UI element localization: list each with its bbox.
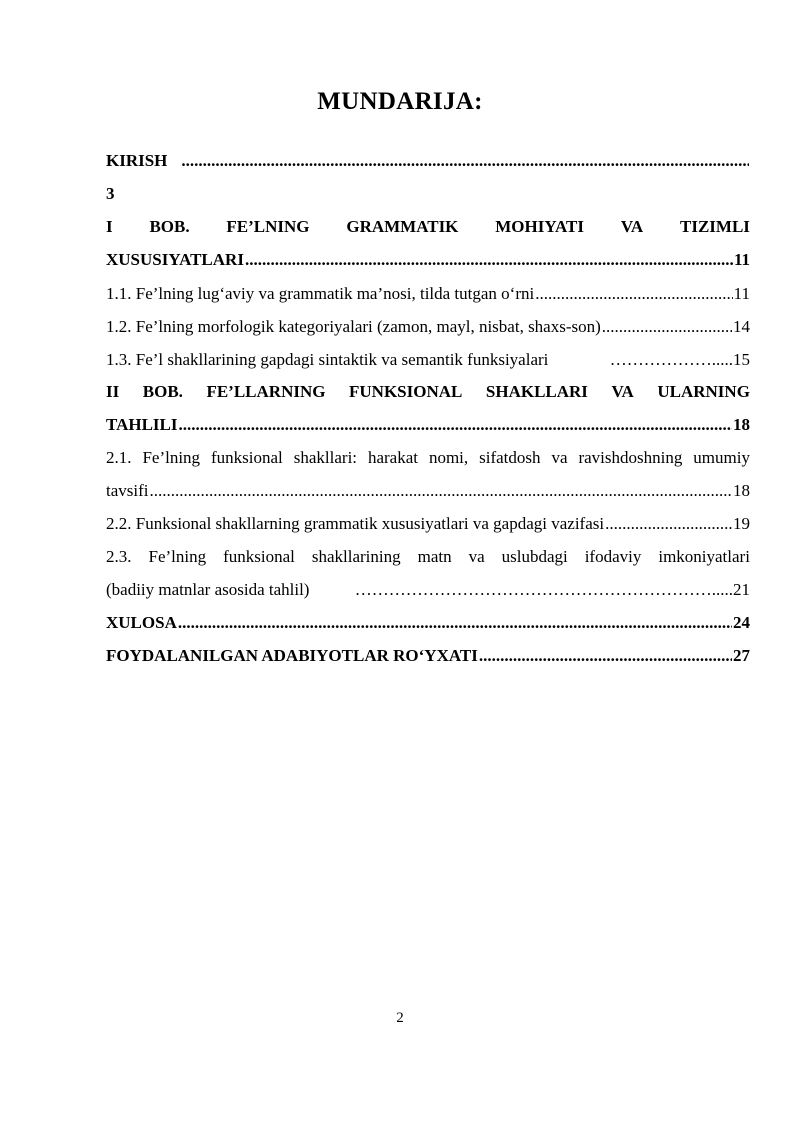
- toc-word: ravishdoshning: [578, 448, 683, 467]
- page-title: MUNDARIJA:: [317, 88, 483, 115]
- toc-word: BOB.: [142, 382, 183, 401]
- toc-entry-kirish[interactable]: [106, 148, 750, 174]
- toc-page-number: 11: [733, 250, 750, 269]
- toc-word: Fe’lning: [142, 448, 201, 467]
- toc-leader: [605, 511, 732, 537]
- toc-page-number: 18: [733, 481, 750, 500]
- toc-label: KIRISH: [106, 151, 168, 170]
- toc-word: MOHIYATI: [495, 217, 585, 236]
- toc-word: funksional: [223, 547, 295, 566]
- toc-word: FE’LNING: [226, 217, 310, 236]
- toc-label: FOYDALANILGAN ADABIYOTLAR RO‘YXATI: [106, 646, 478, 665]
- toc-word: imkoniyatlari: [658, 547, 750, 566]
- toc-entry-2-2[interactable]: [106, 511, 750, 537]
- toc-entry-bob1[interactable]: [106, 214, 750, 240]
- toc-entry-2-1-cont[interactable]: [106, 478, 750, 504]
- toc-entry-2-3-cont[interactable]: [106, 577, 750, 603]
- toc-word: sifatdosh: [479, 448, 541, 467]
- toc-word: FE’LLARNING: [206, 382, 326, 401]
- toc-word: FUNKSIONAL: [349, 382, 463, 401]
- toc-entry-kirish-page: [106, 181, 750, 207]
- toc-entry-xulosa[interactable]: [106, 610, 750, 636]
- toc-page-number: 19: [733, 514, 750, 533]
- toc-word: shakllarining: [311, 547, 401, 566]
- toc-label: XULOSA: [106, 613, 177, 632]
- toc-label: TAHLILI: [106, 415, 178, 434]
- toc-word: ULARNING: [657, 382, 750, 401]
- toc-entry-1-3[interactable]: [106, 347, 750, 373]
- toc-entry-bob1-cont[interactable]: [106, 247, 750, 273]
- toc-word: matn: [417, 547, 452, 566]
- toc-label: XUSUSIYATLARI: [106, 250, 244, 269]
- toc-word: uslubdagi: [501, 547, 568, 566]
- toc-label: tavsifi: [106, 481, 149, 500]
- toc-word: shakllari:: [293, 448, 358, 467]
- toc-page-number: 21: [733, 580, 750, 599]
- toc-entry-bob2-cont[interactable]: [106, 412, 750, 438]
- toc-entry-2-1[interactable]: [106, 445, 750, 471]
- toc-entry-1-1[interactable]: [106, 281, 750, 307]
- toc-label: 2.2. Funksional shakllarning grammatik xususiyatlari va gapdagi vazifasi: [106, 514, 605, 533]
- toc-entry-bob2[interactable]: [106, 379, 750, 405]
- toc-page-number: 14: [733, 317, 750, 336]
- toc-word: TIZIMLI: [680, 217, 750, 236]
- toc-word: ifodaviy: [584, 547, 642, 566]
- toc-page-number: 27: [733, 646, 750, 665]
- toc-word: Fe’lning: [148, 547, 207, 566]
- toc-leader: [479, 643, 732, 669]
- toc-entry-1-2[interactable]: [106, 314, 750, 340]
- toc-page-number: 15: [733, 350, 750, 369]
- toc-label: 1.3. Fe’l shakllarining gapdagi sintaktik va semantik funksiyalari: [106, 350, 549, 369]
- toc-leader: [178, 610, 732, 636]
- toc-word: VA: [620, 217, 644, 236]
- page-number: 2: [396, 1010, 404, 1026]
- toc-leader: ……………………………………………………….....: [354, 580, 733, 599]
- toc-leader: ……………….....: [609, 350, 733, 369]
- toc-leader: [150, 478, 733, 504]
- toc-label: (badiiy matnlar asosida tahlil): [106, 580, 310, 599]
- toc-word: va: [468, 547, 485, 566]
- toc-word: GRAMMATIK: [346, 217, 459, 236]
- toc-word: BOB.: [149, 217, 190, 236]
- toc-word: SHAKLLARI: [485, 382, 588, 401]
- toc-word: I: [106, 217, 113, 236]
- toc-leader: [535, 281, 732, 307]
- toc-leader: [245, 247, 733, 273]
- toc-leader: [181, 148, 749, 174]
- toc-page-number: 11: [733, 284, 750, 303]
- toc-word: nomi,: [428, 448, 469, 467]
- toc-entry-adabiyotlar[interactable]: [106, 643, 750, 669]
- toc-label: 1.1. Fe’lning lug‘aviy va grammatik ma’nosi, tilda tutgan o‘rni: [106, 284, 535, 303]
- toc-label: 1.2. Fe’lning morfologik kategoriyalari (zamon, mayl, nisbat, shaxs-son): [106, 317, 601, 336]
- toc-page-number: 3: [106, 184, 115, 203]
- toc-word: funksional: [211, 448, 283, 467]
- toc-page-number: 18: [733, 415, 750, 434]
- toc-word: harakat: [367, 448, 418, 467]
- toc-word: II: [106, 382, 120, 401]
- toc-word: umumiy: [693, 448, 750, 467]
- toc-word: 2.1.: [106, 448, 132, 467]
- toc-word: 2.3.: [106, 547, 132, 566]
- toc-entry-2-3[interactable]: [106, 544, 750, 570]
- toc-word: VA: [611, 382, 634, 401]
- toc-page-number: 24: [733, 613, 750, 632]
- toc-word: va: [551, 448, 568, 467]
- toc-leader: [179, 412, 733, 438]
- toc-leader: [602, 314, 732, 340]
